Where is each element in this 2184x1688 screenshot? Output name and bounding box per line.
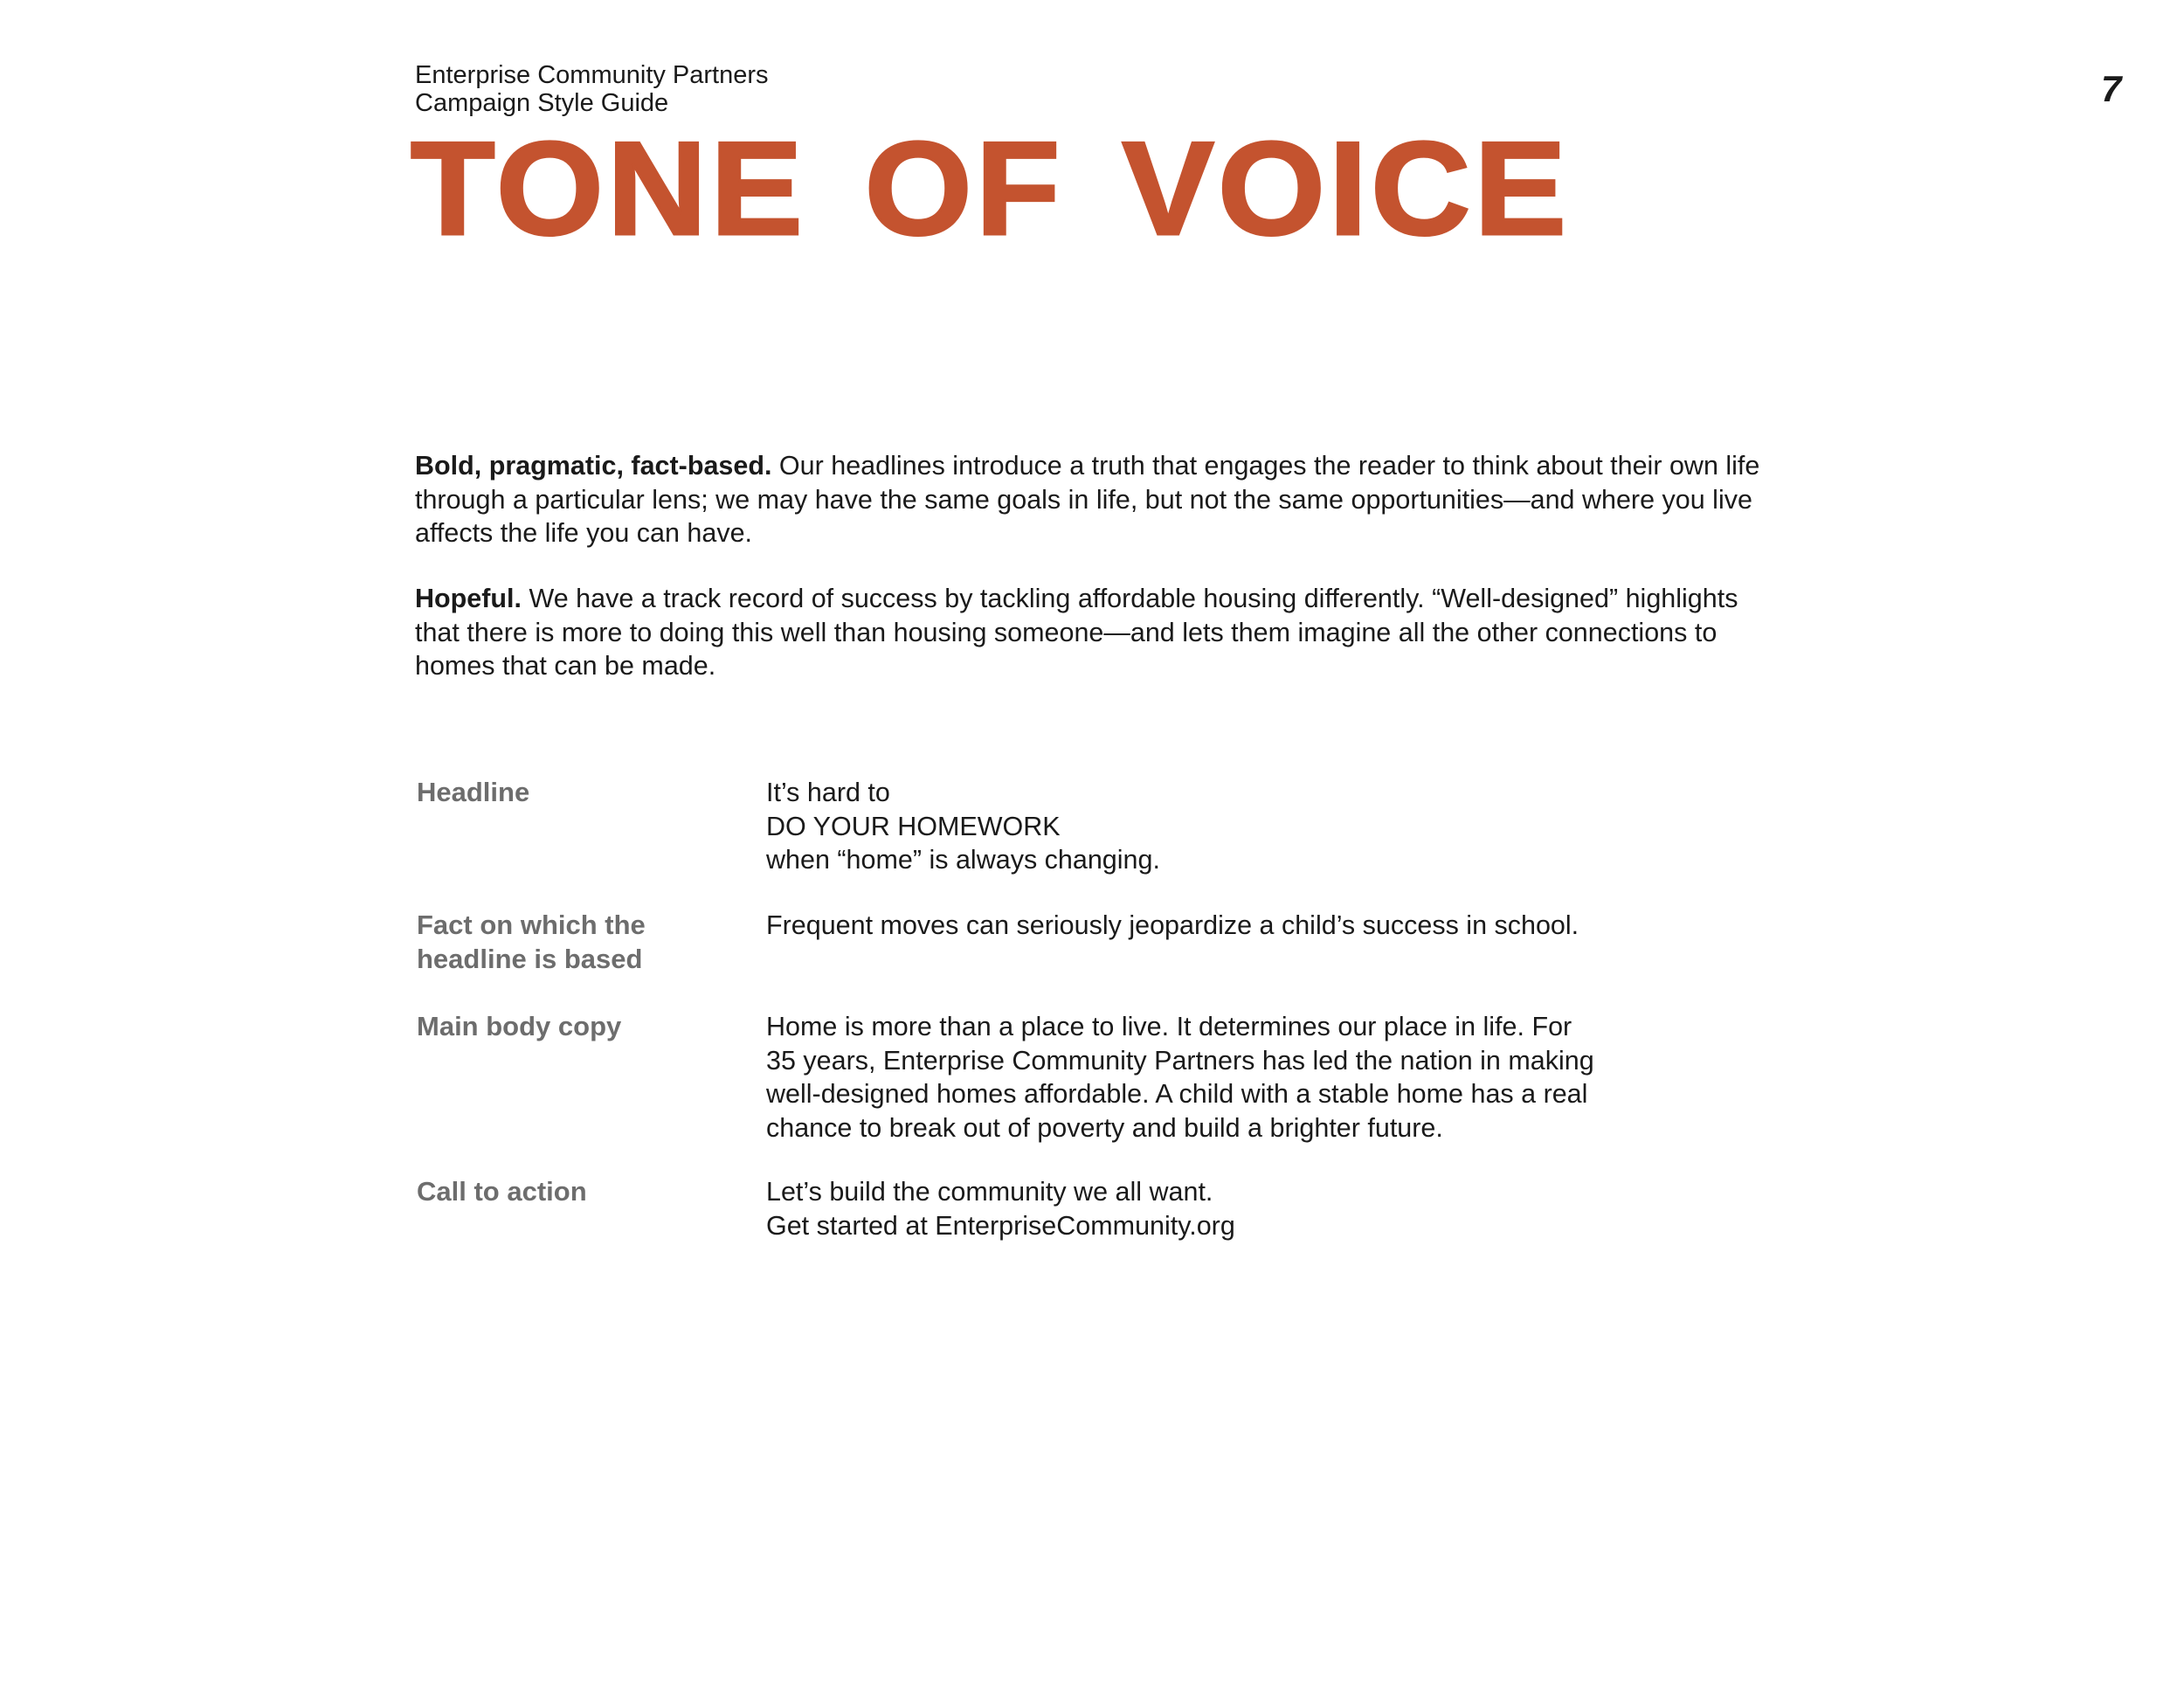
- page-number: 7: [2101, 68, 2122, 109]
- paragraph-text: We have a track record of success by tackling affordable housing differently. “Well-designed” highlights that there is more to doing this well than housing someone—and lets them imagine all the other connections to homes that can be made.: [415, 584, 1738, 681]
- organization-name: Enterprise Community Partners: [415, 61, 769, 89]
- value-fact: [766, 909, 1727, 943]
- text-line: chance to break out of poverty and build a brighter future.: [766, 1112, 1443, 1143]
- value-main-body-copy: [766, 1010, 1727, 1145]
- document-header: [415, 61, 769, 117]
- label-call-to-action: Call to action: [417, 1176, 587, 1207]
- label-main-body-copy: Main body copy: [417, 1011, 622, 1041]
- text-line: DO YOUR HOMEWORK: [766, 811, 1061, 841]
- value-call-to-action: [766, 1175, 1727, 1242]
- text-line: well-designed homes affordable. A child with a stable home has a real: [766, 1079, 1588, 1109]
- text-line: It’s hard to: [766, 778, 890, 807]
- intro-paragraph-bold: [415, 449, 1778, 550]
- text-line: Home is more than a place to live. It determines our place in life. For: [766, 1012, 1572, 1041]
- text-line: Let’s build the community we all want.: [766, 1177, 1213, 1207]
- text-line: 35 years, Enterprise Community Partners has led the nation in making: [766, 1045, 1594, 1076]
- page-title: TONE OF VOICE: [411, 114, 1571, 263]
- text-line: Get started at EnterpriseCommunity.org: [766, 1210, 1235, 1241]
- label-fact: Fact on which the headline is based: [417, 910, 646, 974]
- paragraph-lead: Hopeful.: [415, 584, 522, 613]
- text-line: Frequent moves can seriously jeopardize a child’s success in school.: [766, 910, 1579, 940]
- paragraph-text: Our headlines introduce a truth that engages the reader to think about their own life through a particular lens; we may have the same goals in life, but not the same opportunities—and where you live affects the life you can have.: [415, 451, 1760, 548]
- label-headline: Headline: [417, 777, 530, 807]
- intro-paragraph-hopeful: [415, 582, 1778, 683]
- document-name: Campaign Style Guide: [415, 89, 669, 117]
- paragraph-lead: Bold, pragmatic, fact-based.: [415, 451, 772, 481]
- value-headline: [766, 776, 1727, 877]
- text-line: when “home” is always changing.: [766, 845, 1160, 875]
